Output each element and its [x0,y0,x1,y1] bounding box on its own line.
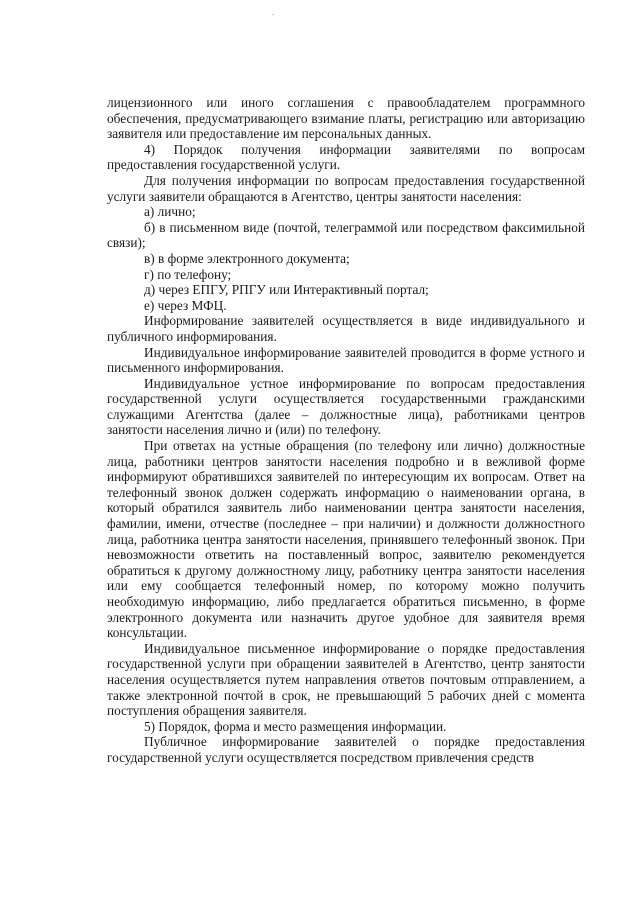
list-item-g: г) по телефону; [144,266,232,282]
paragraph-section-5: 5) Порядок, форма и место размещения информации. [144,718,447,734]
list-item-b: б) в письменном виде (почтой, телеграммой или посредством факсимильной связи); [107,219,585,251]
document-body [107,95,585,766]
paragraph-informing-types: Информирование заявителей осуществляется в виде индивидуального и публичного информирования. [107,313,585,344]
paragraph-how-to-get-info: Для получения информации по вопросам предоставления государственной услуги заявители обращаются в Агентство, центры занятости населения: [107,172,585,204]
list-item-v: в) в форме электронного документа; [144,250,350,266]
paragraph-section-4: 4) Порядок получения информации заявителями по вопросам предоставления государственной услуги. [107,141,585,173]
paragraph-individual-forms: Индивидуальное информирование заявителей проводится в форме устного и письменного информирования. [107,344,585,376]
paragraph-oral-answers: При ответах на устные обращения (по телефону или лично) должностные лица, работники центров занятости населения подробно и в вежливой форме информируют обратившихся заявителей по интересующим их вопросам. Ответ на телефонный звонок должен содержать информацию о наименовании органа, в который обратился заявитель либо наименовании центра занятости населения, фамилии, имени, отчестве (последнее – при наличии) и должности должностного лица, работника центра занятости населения, принявшего телефонный звонок. При невозможности ответить на поставленный вопрос, заявителю рекомендуется обратиться к другому должностному лицу, работнику центра занятости населения или ему сообщается телефонный номер, по которому можно получить необходимую информацию, либо предлагается обратиться письменно, в форме электронного документа или назначить другое удобное для заявителя время консультации. [107,438,585,641]
list-item-d: д) через ЕПГУ, РПГУ или Интерактивный портал; [144,282,429,298]
paragraph-oral-informing: Индивидуальное устное информирование по вопросам предоставления государственной услуги осуществляется государственными гражданскими служащими Агентства (далее – должностные лица), работниками центров занятости населения лично и (или) по телефону. [107,375,585,438]
list-item-a: а) лично; [144,204,196,220]
scan-artifact [272,14,274,15]
list-item-e: е) через МФЦ. [144,297,227,313]
paragraph-written-informing: Индивидуальное письменное информирование о порядке предоставления государственной услуги при обращении заявителей в Агентство, центр занятости населения осуществляется путем направления ответов почтовым отправлением, а также электронной почтой в срок, не превышающий 5 рабочих дней с момента поступления обращения заявителя. [107,640,585,719]
paragraph-continuation: лицензионного или иного соглашения с правообладателем программного обеспечения, предусматривающего взимание платы, регистрацию или авторизацию заявителя или предоставление им персональных данных. [107,95,585,142]
paragraph-public-informing: Публичное информирование заявителей о порядке предоставления государственной услуги осуществляется посредством привлечения средств [107,734,585,765]
